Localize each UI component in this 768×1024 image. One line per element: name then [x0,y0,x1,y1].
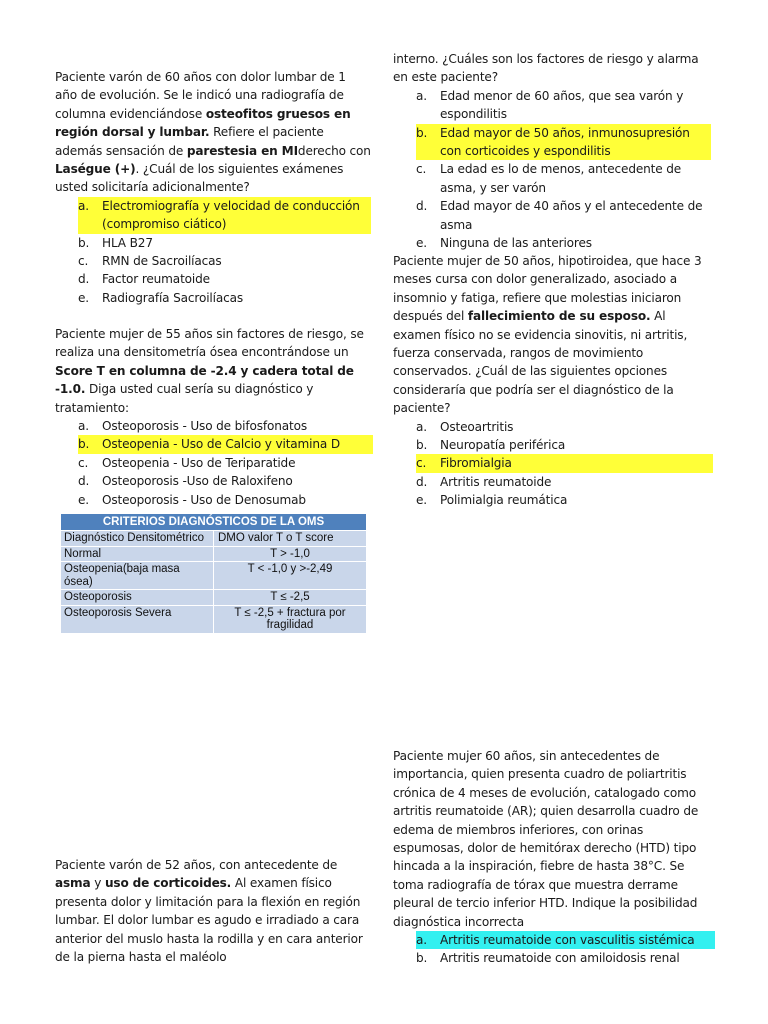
stem-text: . ¿Cuál de los siguientes exámenes usted solicitaría adicionalmente? [55,162,344,195]
table-cell-label: Osteoporosis Severa [61,605,214,633]
stem-text: Paciente varón de 60 años con dolor lumbar de 1 año de evolución. Se le indicó una radiografía de columna evidenciándose [55,70,346,121]
option-text: Osteoporosis - Uso de Denosumab [102,492,306,507]
stem-bold-text: Laségue (+) [55,162,136,177]
option-text: Electromiografía y velocidad de conducción (compromiso ciático) [102,197,371,234]
option-text: Factor reumatoide [102,272,210,287]
option-text: Radiografía Sacroilíacas [102,290,244,305]
option-letter: b. [78,235,90,250]
answer-option [78,454,373,472]
question-stem [393,252,713,418]
option-letter: c. [416,454,440,472]
option-text: Artritis reumatoide con vasculitis sistémica [440,931,715,949]
answer-option [416,491,713,509]
answer-option [416,436,713,454]
stem-text: Paciente mujer 60 años, sin antecedentes de importancia, quien presenta cuadro de poliartritis crónica de 4 meses de evolución, catalogado como artritis reumatoide (AR); quien desarrolla cuadro de edema de miembros inferiores, con orinas espumosas, dolor de hemitórax derecho (HTD) tipo hincada a la inspiración, fiebre de hasta 38°C. Se toma radiografía de tórax que muestra derrame pleural de tercio inferior HTD. Indique la posibilidad diagnóstica incorrecta [393,749,699,929]
answer-options [416,418,713,510]
option-text: Fibromialgia [440,454,713,472]
answer-options [416,87,711,253]
option-letter: d. [416,474,428,489]
option-letter: a. [416,88,427,103]
stem-bold-text: parestesia en MI [186,143,298,158]
table-row [61,531,367,547]
stem-text: Al examen físico presenta dolor y limitación para la flexión en región lumbar. El dolor lumbar es agudo e irradiado a cara anterior del muslo hasta la rodilla y en cara anterior de la pierna hasta el maléolo [55,876,363,965]
option-letter: c. [78,455,89,470]
option-text: Polimialgia reumática [440,493,568,508]
option-text: Osteoartritis [440,419,514,434]
option-text: La edad es lo de menos, antecedente de asma, y ser varón [440,162,682,195]
answer-option [78,417,373,435]
table-cell-value: T > -1,0 [214,546,367,562]
answer-option [416,473,713,491]
stem-text: y [90,876,105,891]
table-row [61,562,367,590]
question-2 [55,325,373,509]
question-stem [55,325,373,417]
question-4 [393,252,713,510]
stem-text: Al examen físico no se evidencia sinovitis, ni artritis, fuerza conservada, rangos de movimiento conservados. ¿Cuál de las siguientes opciones consideraría que podría ser el diagnóstico de la paciente? [393,309,688,416]
stem-text: Paciente varón de 52 años, con antecedente de [55,858,338,872]
table-cell-value: T < -1,0 y >-2,49 [214,562,367,590]
answer-options [78,197,371,307]
option-text: Edad mayor de 40 años y el antecedente de asma [440,199,703,232]
option-letter: a. [416,419,427,434]
stem-bold-text: asma [55,876,91,891]
stem-text: Paciente mujer de 50 años, hipotiroidea, que hace 3 meses cursa con dolor generalizado, asociado a insomnio y fatiga, refiere que molestias iniciaron después del [393,254,702,324]
table-row [61,590,367,606]
option-text: Osteoporosis - Uso de bifosfonatos [102,419,308,434]
answer-option [78,491,373,509]
table-cell-label: Osteoporosis [61,590,214,606]
stem-bold-text: fallecimiento de su esposo. [467,309,651,324]
table-title: CRITERIOS DIAGNÓSTICOS DE LA OMS [61,514,367,531]
option-letter: d. [78,272,90,287]
question-stem [393,747,715,931]
answer-option [416,87,711,124]
option-text: Osteoporosis -Uso de Raloxifeno [102,474,293,489]
answer-option [416,454,713,472]
oms-diagnostic-criteria-table [60,513,367,634]
option-letter: a. [416,931,440,949]
table-cell-value: DMO valor T o T score [214,531,367,547]
option-letter: b. [416,951,428,966]
answer-option [78,472,373,490]
option-letter: c. [78,254,89,269]
option-letter: c. [416,162,427,177]
answer-option [416,234,711,252]
option-letter: e. [416,493,427,508]
answer-option [416,124,711,161]
option-letter: e. [78,290,89,305]
option-text: Edad mayor de 50 años, inmunosupresión con corticoides y espondilitis [440,124,711,161]
option-letter: e. [416,236,427,251]
option-letter: a. [78,197,102,234]
option-text: Edad menor de 60 años, que sea varón y espondilitis [440,88,684,122]
answer-option [78,197,371,234]
stem-text: Refiere el paciente además sensación de [55,125,324,158]
option-letter: a. [78,419,89,434]
answer-option [416,949,715,967]
stem-text: derecho con [297,143,371,158]
question-stem [393,50,711,87]
stem-bold-text: uso de corticoides. [104,876,232,891]
table-cell-value: T ≤ -2,5 [214,590,367,606]
option-text: Artritis reumatoide [440,474,552,489]
stem-bold-text: osteofitos gruesos en región dorsal y lumbar. [55,106,351,140]
option-letter: e. [78,492,89,507]
stem-text: interno. ¿Cuáles son los factores de riesgo y alarma en este paciente? [393,52,699,85]
question-stem [55,856,375,966]
table-cell-label: Osteopenia(baja masa ósea) [61,562,214,590]
option-text: Neuropatía periférica [440,438,566,453]
option-text: Osteopenia - Uso de Teriparatide [102,455,296,470]
answer-options [416,931,715,968]
answer-option [78,270,371,288]
table-cell-value: T ≤ -2,5 + fractura por fragilidad [214,605,367,633]
answer-option [78,252,371,270]
table-cell-label: Diagnóstico Densitométrico [61,531,214,547]
question-3-continued [393,50,711,252]
option-letter: b. [78,435,102,453]
question-1 [55,68,371,307]
answer-options [78,417,373,509]
option-text: Ninguna de las anteriores [440,236,592,251]
table-row [61,546,367,562]
answer-option [416,418,713,436]
question-3 [55,856,375,966]
table-row [61,605,367,633]
answer-option [78,234,371,252]
answer-option [416,197,711,234]
stem-text: Paciente mujer de 55 años sin factores de riesgo, se realiza una densitometría ósea encontrándose un [55,327,364,360]
answer-option [78,289,371,307]
answer-option [416,931,715,949]
answer-option [78,435,373,453]
option-text: HLA B27 [102,235,153,250]
answer-option [416,160,711,197]
option-text: Artritis reumatoide con amiloidosis renal [440,951,680,966]
option-letter: d. [416,199,428,214]
table-cell-label: Normal [61,546,214,562]
option-letter: b. [416,124,440,161]
option-text: RMN de Sacroilíacas [102,254,222,269]
stem-text: Diga usted cual sería su diagnóstico y tratamiento: [55,382,314,415]
stem-bold-text: Score T en columna de -2.4 y cadera total de -1.0. [55,363,354,397]
option-letter: b. [416,438,428,453]
question-stem [55,68,371,197]
option-letter: d. [78,474,90,489]
option-text: Osteopenia - Uso de Calcio y vitamina D [102,435,373,453]
question-5 [393,747,715,968]
